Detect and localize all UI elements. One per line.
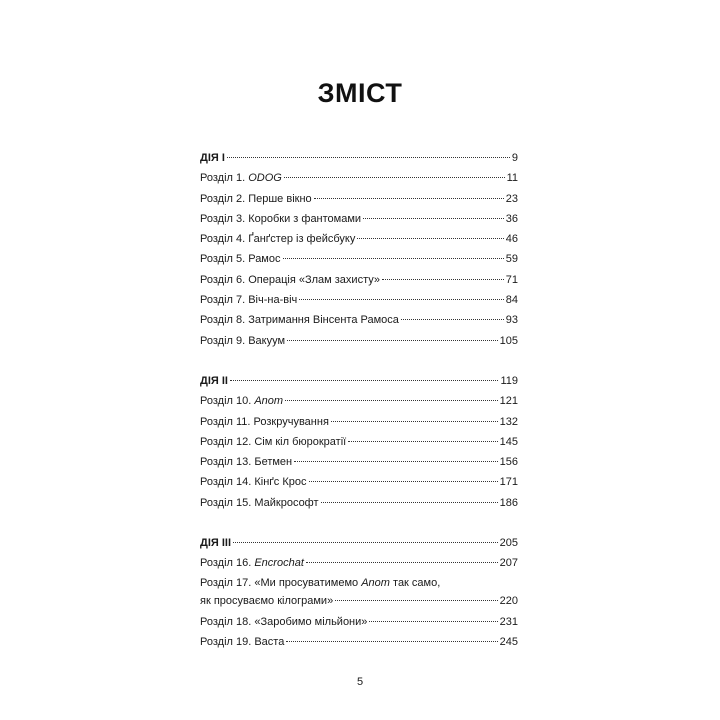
page-title: ЗМІСТ <box>317 78 403 108</box>
toc-entry[interactable] <box>200 189 518 209</box>
chapter-title: Розділ 19. Васта <box>200 635 285 648</box>
page-ref: 220 <box>499 594 518 607</box>
toc-entry-line-2 <box>200 592 518 610</box>
page-ref: 156 <box>499 456 518 469</box>
page-ref: 46 <box>505 233 518 246</box>
dot-leader <box>230 379 498 381</box>
dot-leader <box>369 620 497 622</box>
chapter-title: Розділ 10. Anom <box>200 395 284 408</box>
toc-entry[interactable] <box>200 412 518 432</box>
dot-leader <box>287 339 498 341</box>
toc-entry[interactable] <box>200 290 518 310</box>
toc-entry[interactable] <box>200 270 518 290</box>
toc-entry[interactable] <box>200 168 518 188</box>
dot-leader <box>299 298 503 300</box>
dot-leader <box>335 599 497 601</box>
toc-entry-line-1 <box>200 574 518 592</box>
chapter-title: Розділ 3. Коробки з фантомами <box>200 212 362 225</box>
chapter-title: Розділ 5. Рамос <box>200 253 281 266</box>
toc-entry[interactable] <box>200 472 518 492</box>
part-heading: ДІЯ І <box>200 152 225 164</box>
chapter-title: Розділ 6. Операція «Злам захисту» <box>200 273 380 286</box>
page-ref: 132 <box>499 415 518 428</box>
page-ref: 207 <box>499 557 518 570</box>
chapter-title: Розділ 11. Розкручування <box>200 415 329 428</box>
toc-entry[interactable] <box>200 310 518 330</box>
dot-leader <box>286 640 497 642</box>
dot-leader <box>357 237 503 239</box>
toc-entry[interactable] <box>200 209 518 229</box>
dot-leader <box>382 278 504 280</box>
page-ref: 105 <box>499 334 518 347</box>
chapter-title-continued: як просуваємо кілограми» <box>200 594 334 607</box>
chapter-title: Розділ 12. Сім кіл бюрократії <box>200 435 347 448</box>
dot-leader <box>283 257 504 259</box>
part-heading: ДІЯ ІІІ <box>200 537 232 550</box>
chapter-title: Розділ 16. Encrochat <box>200 557 304 570</box>
chapter-title: Розділ 9. Вакуум <box>200 334 286 347</box>
chapter-title: Розділ 4. Ґанґстер із фейсбуку <box>200 233 356 246</box>
page-ref: 59 <box>505 253 518 266</box>
chapter-title: Розділ 7. Віч-на-віч <box>200 294 298 307</box>
dot-leader <box>348 440 497 442</box>
page-ref: 145 <box>499 435 518 448</box>
chapter-title: Розділ 2. Перше вікно <box>200 192 312 205</box>
page-ref: 171 <box>499 476 518 489</box>
toc-entry[interactable] <box>200 229 518 249</box>
part-heading-row[interactable] <box>200 371 518 391</box>
dot-leader <box>314 197 504 199</box>
part-heading-row[interactable] <box>200 533 518 553</box>
toc-entry-multiline[interactable] <box>200 574 518 610</box>
page-ref: 121 <box>499 395 518 408</box>
toc-entry[interactable] <box>200 553 518 573</box>
part-1 <box>200 148 518 351</box>
dot-leader <box>331 420 498 422</box>
page-ref: 186 <box>499 496 518 509</box>
chapter-title: Розділ 18. «Заробимо мільйони» <box>200 615 368 628</box>
page-ref: 9 <box>511 152 518 164</box>
toc-entry[interactable] <box>200 612 518 632</box>
page-ref: 205 <box>499 537 518 550</box>
toc-entry[interactable] <box>200 632 518 652</box>
chapter-title: Розділ 1. ODOG <box>200 172 282 185</box>
part-heading: ДІЯ ІІ <box>200 374 228 387</box>
chapter-title: Розділ 8. Затримання Вінсента Рамоса <box>200 314 399 327</box>
page-ref: 119 <box>500 374 518 387</box>
page-ref: 11 <box>506 172 518 185</box>
page-number: 5 <box>356 676 364 688</box>
toc-entry[interactable] <box>200 249 518 269</box>
part-2 <box>200 371 518 513</box>
toc-entry[interactable] <box>200 331 518 351</box>
toc-entry[interactable] <box>200 432 518 452</box>
page-ref: 231 <box>499 615 518 628</box>
dot-leader <box>363 217 504 219</box>
dot-leader <box>227 156 510 158</box>
dot-leader <box>233 541 498 543</box>
dot-leader <box>401 318 504 320</box>
page-ref: 36 <box>505 212 518 225</box>
table-of-contents <box>200 148 518 672</box>
chapter-title: Розділ 14. Кінґс Крос <box>200 476 307 489</box>
page-ref: 93 <box>505 314 518 327</box>
page-ref: 84 <box>505 294 518 307</box>
dot-leader <box>306 561 498 563</box>
dot-leader <box>284 176 505 178</box>
chapter-title: Розділ 13. Бетмен <box>200 456 293 469</box>
toc-entry[interactable] <box>200 391 518 411</box>
page-ref: 245 <box>499 635 518 648</box>
toc-entry[interactable] <box>200 493 518 513</box>
toc-entry[interactable] <box>200 452 518 472</box>
chapter-title: Розділ 17. «Ми просуватимемо Anom так само, <box>200 576 441 589</box>
part-heading-row[interactable] <box>200 148 518 168</box>
page-ref: 23 <box>505 192 518 205</box>
chapter-title: Розділ 15. Майкрософт <box>200 496 319 509</box>
dot-leader <box>285 399 498 401</box>
dot-leader <box>294 460 498 462</box>
page-ref: 71 <box>505 273 518 286</box>
dot-leader <box>321 501 498 503</box>
part-3 <box>200 533 518 652</box>
dot-leader <box>309 480 498 482</box>
